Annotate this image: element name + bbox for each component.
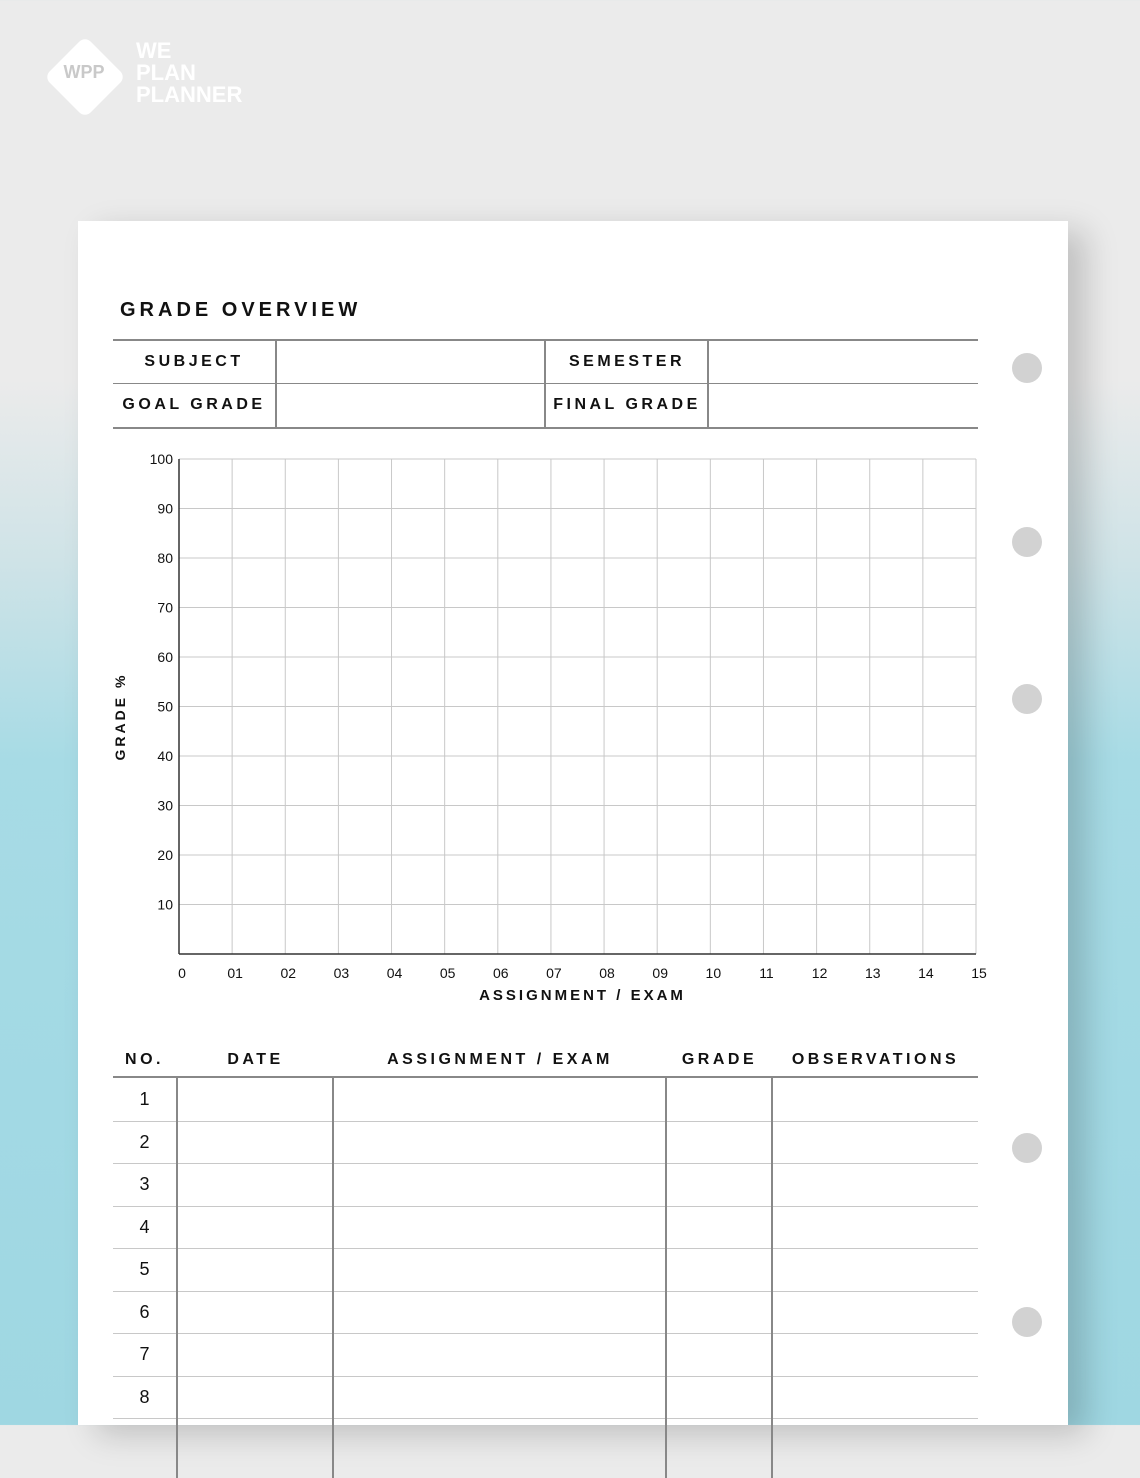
goal-grade-label: GOAL GRADE [122, 396, 266, 413]
header-date: DATE [227, 1051, 284, 1068]
grade-chart [108, 451, 988, 1016]
x-tick-label: 14 [918, 965, 934, 981]
y-tick-label: 90 [157, 500, 173, 517]
y-tick-label: 50 [157, 698, 173, 715]
x-tick-label: 11 [759, 965, 774, 981]
row-number: 3 [139, 1174, 150, 1194]
logo-word-3: PLANNER [136, 82, 243, 107]
semester-field[interactable] [709, 341, 977, 383]
y-tick-label: 70 [157, 599, 173, 616]
x-tick-label: 12 [811, 965, 828, 981]
y-tick-label: 100 [149, 451, 173, 467]
logo-word-2: PLAN [136, 60, 196, 85]
row-number: 1 [139, 1089, 150, 1109]
y-tick-label: 60 [157, 649, 173, 665]
table-row[interactable] [113, 1078, 978, 1122]
planner-page [78, 221, 1068, 1425]
row-number: 7 [139, 1344, 150, 1364]
header-grade: GRADE [681, 1051, 758, 1068]
subject-label: SUBJECT [144, 353, 244, 370]
x-tick-label: 04 [386, 965, 403, 981]
x-tick-label: 05 [439, 965, 456, 981]
punch-hole-icon [1012, 684, 1042, 714]
info-table [113, 339, 978, 429]
header-no: NO. [125, 1051, 164, 1068]
punch-hole-icon [1012, 1133, 1042, 1163]
x-tick-label: 13 [864, 965, 881, 981]
y-tick-label: 80 [157, 550, 173, 566]
x-tick-label: 0 [178, 965, 186, 981]
row-number: 8 [139, 1386, 150, 1407]
table-row[interactable] [113, 1248, 978, 1292]
grade-chart-svg [108, 451, 988, 1011]
y-tick-label: 30 [157, 797, 173, 814]
x-tick-label: 03 [333, 965, 350, 981]
table-row[interactable] [113, 1163, 978, 1207]
header-observations: OBSERVATIONS [791, 1051, 960, 1068]
y-tick-label: 20 [157, 847, 173, 863]
x-tick-label: 01 [227, 965, 243, 981]
y-axis-title: GRADE % [112, 672, 128, 761]
table-col-divider [771, 1078, 773, 1478]
y-tick-label: 40 [157, 748, 173, 764]
table-col-divider [176, 1078, 178, 1478]
x-tick-label: 10 [705, 965, 722, 981]
x-tick-label: 02 [280, 965, 297, 981]
x-tick-label: 15 [971, 965, 987, 981]
table-row[interactable] [113, 1206, 978, 1250]
page-title: GRADE OVERVIEW [120, 299, 362, 321]
row-number: 5 [139, 1259, 150, 1279]
x-tick-label: 08 [599, 965, 615, 981]
x-tick-label: 07 [546, 965, 562, 981]
final-grade-field[interactable] [709, 384, 977, 426]
logo-monogram: WPP [63, 62, 105, 82]
x-axis-title: ASSIGNMENT / EXAM [479, 987, 686, 1004]
subject-field[interactable] [277, 341, 543, 383]
logo-word-1: WE [136, 38, 172, 63]
goal-grade-field[interactable] [277, 384, 543, 426]
header-assignment: ASSIGNMENT / EXAM [387, 1051, 613, 1068]
x-tick-label: 09 [652, 965, 668, 981]
row-number: 4 [139, 1216, 150, 1237]
row-number: 6 [139, 1301, 150, 1322]
punch-hole-icon [1012, 527, 1042, 557]
y-tick-label: 10 [157, 896, 173, 913]
punch-hole-icon [1012, 1307, 1042, 1337]
table-col-divider [332, 1078, 334, 1478]
table-row[interactable] [113, 1333, 978, 1377]
row-number: 2 [139, 1131, 150, 1152]
semester-label: SEMESTER [568, 353, 685, 370]
table-col-divider [665, 1078, 667, 1478]
final-grade-label: FINAL GRADE [553, 396, 701, 413]
table-row[interactable] [113, 1376, 978, 1420]
table-row[interactable] [113, 1291, 978, 1335]
logo-wordmark [136, 40, 256, 106]
punch-hole-icon [1012, 353, 1042, 383]
table-row[interactable] [113, 1121, 978, 1165]
x-tick-label: 06 [493, 965, 509, 981]
